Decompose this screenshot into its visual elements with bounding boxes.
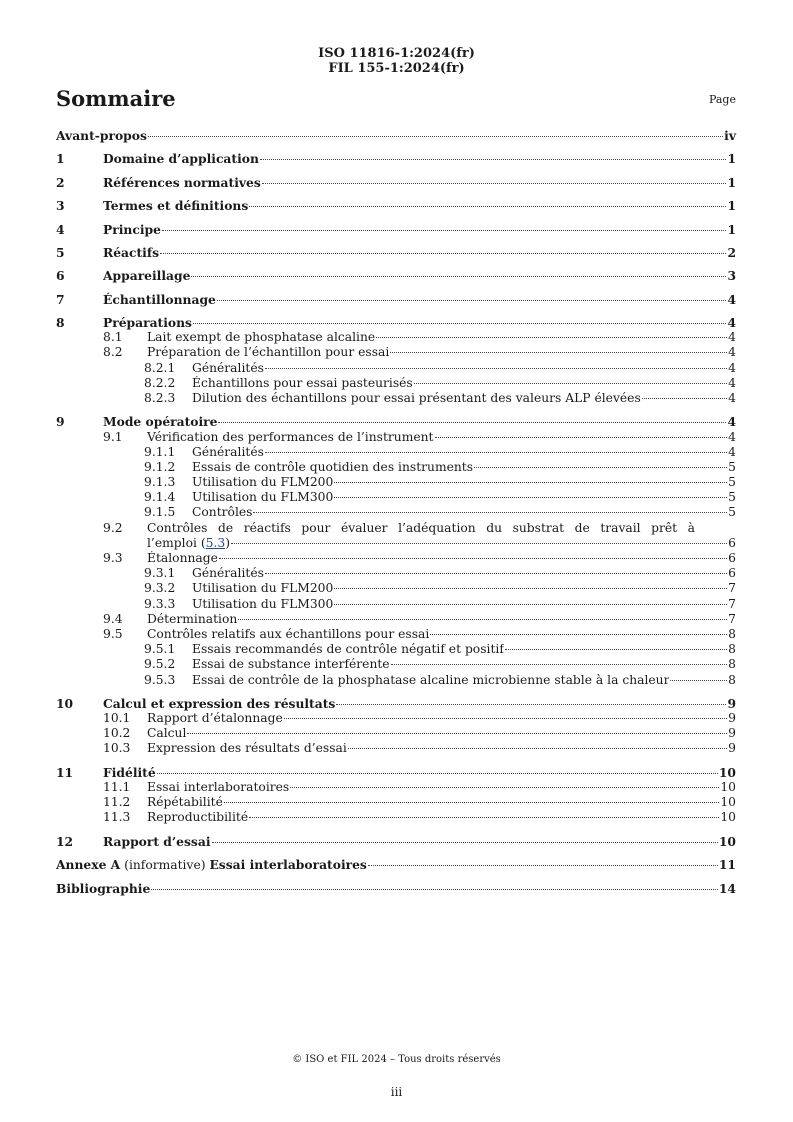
toc-entry-number: 10 — [56, 695, 74, 711]
toc-entry-number: 9.4 — [103, 611, 123, 626]
toc-entry[interactable] — [56, 780, 736, 795]
toc-entry-page: 4 — [728, 360, 736, 375]
dot-leader — [160, 253, 726, 254]
toc-entry[interactable] — [56, 430, 736, 445]
toc-entry-title: Contrôles de réactifs pour évaluer l’adéquation du substrat de travail prêt à — [147, 520, 695, 535]
toc-entry-title — [56, 857, 367, 873]
toc-entry-number: 6 — [56, 268, 65, 284]
toc-entry-page: 4 — [728, 390, 736, 405]
toc-entry-page: 4 — [728, 330, 736, 345]
toc-entry[interactable] — [56, 810, 736, 825]
toc-entry-page: 10 — [720, 795, 736, 810]
toc-entry-number: 9.1.4 — [144, 490, 176, 505]
toc-entry-number: 9.1.2 — [144, 459, 176, 474]
toc-entry-title: Mode opératoire — [103, 414, 218, 430]
dot-leader — [642, 398, 727, 399]
toc-entry-title: Échantillonnage — [103, 291, 216, 307]
toc-entry-page: 1 — [727, 151, 736, 167]
toc-entry-page: 4 — [728, 429, 736, 444]
toc-entry[interactable] — [56, 612, 736, 627]
toc-entry[interactable] — [56, 345, 736, 360]
toc-entry[interactable] — [56, 834, 736, 849]
dot-leader — [191, 276, 726, 277]
toc-entry[interactable] — [56, 881, 736, 896]
toc-entry[interactable] — [56, 460, 736, 475]
toc-entry-page: 7 — [728, 596, 736, 611]
dot-leader — [231, 543, 727, 544]
page-number: iii — [390, 1085, 403, 1099]
dot-leader — [414, 383, 727, 384]
toc-entry-page: 6 — [728, 535, 736, 550]
toc-entry-title: Détermination — [147, 611, 238, 626]
toc-entry-title: Répétabilité — [147, 795, 223, 810]
toc-entry-number: 8 — [56, 315, 65, 330]
toc-entry-number: 10.2 — [103, 726, 131, 741]
page-column-label: Page — [708, 93, 736, 106]
toc-entry[interactable] — [56, 128, 736, 143]
toc-entry[interactable] — [56, 627, 736, 642]
toc-entry-title: Calcul — [147, 726, 187, 741]
toc-entry-number: 12 — [56, 833, 74, 849]
toc-entry-title: Essai de substance interférente — [192, 657, 390, 672]
toc-entry-page: 5 — [728, 475, 736, 490]
toc-entry-number: 11.3 — [103, 810, 131, 825]
toc-entry-title: Préparations — [103, 315, 192, 330]
dot-leader — [474, 467, 727, 468]
toc-entry-title: Reproductibilité — [147, 810, 249, 825]
toc-entry[interactable] — [56, 551, 736, 566]
toc-entry-number: 10.3 — [103, 741, 131, 756]
toc-entry[interactable] — [56, 696, 736, 711]
toc-entry[interactable] — [56, 597, 736, 612]
dot-leader — [217, 300, 727, 301]
toc-entry-number: 9.1 — [103, 429, 123, 444]
dot-leader — [249, 206, 726, 207]
dot-leader — [148, 136, 723, 137]
toc-entry-number: 8.2.2 — [144, 375, 176, 390]
dot-leader — [376, 337, 727, 338]
toc-entry-page: 5 — [728, 490, 736, 505]
toc-entry-number: 9.3.3 — [144, 596, 176, 611]
toc-entry-title: Appareillage — [103, 268, 191, 284]
dot-leader — [265, 368, 727, 369]
toc-entry-page: 5 — [728, 505, 736, 520]
page-title: Sommaire — [56, 86, 176, 111]
dot-leader — [238, 619, 727, 620]
dot-leader — [265, 573, 727, 574]
dot-leader — [284, 718, 727, 719]
toc-entry-page: 9 — [728, 726, 736, 741]
toc-entry[interactable] — [56, 857, 736, 872]
toc-entry-title: Lait exempt de phosphatase alcaline — [147, 330, 376, 345]
toc-entry-title: Bibliographie — [56, 880, 151, 896]
toc-entry-title: Réactifs — [103, 244, 160, 260]
toc-entry-number: 9.1.3 — [144, 475, 176, 490]
dot-leader — [334, 604, 727, 605]
header-iso-ref: ISO 11816-1:2024(fr) — [318, 46, 475, 61]
toc-entry-page: 1 — [727, 198, 736, 214]
toc-entry-page: 8 — [728, 657, 736, 672]
toc-entry-title: Utilisation du FLM300 — [192, 596, 334, 611]
toc-entry[interactable] — [56, 151, 736, 166]
toc-entry-number: 9.2 — [103, 520, 123, 535]
dot-leader — [249, 817, 719, 818]
toc-entry-title: Échantillons pour essai pasteurisés — [192, 375, 413, 390]
toc-entry-page: 9 — [727, 695, 736, 711]
toc-entry[interactable] — [56, 330, 736, 345]
toc-entry[interactable] — [56, 391, 736, 406]
toc-entry[interactable] — [56, 711, 736, 726]
toc-entry[interactable] — [56, 315, 736, 330]
dot-leader — [505, 649, 727, 650]
toc-entry-title: Essai de contrôle de la phosphatase alcaline microbienne stable à la chaleur — [192, 672, 670, 687]
toc-entry-title: Dilution des échantillons pour essai présentant des valeurs ALP élevées — [192, 390, 641, 405]
dot-leader — [435, 437, 728, 438]
toc-entry-title: Avant-propos — [56, 128, 147, 143]
dot-leader — [253, 512, 727, 513]
toc-entry-number: 2 — [56, 174, 65, 190]
toc-entry-title: Préparation de l’échantillon pour essai — [147, 345, 390, 360]
toc-entry-number: 8.2.1 — [144, 360, 176, 375]
toc-entry-title: Contrôles relatifs aux échantillons pour essai — [147, 626, 430, 641]
toc-entry-number: 11 — [56, 764, 74, 780]
toc-entry[interactable] — [56, 361, 736, 376]
toc-entry-page: 4 — [727, 315, 736, 330]
toc-entry-number: 9.5.2 — [144, 657, 176, 672]
toc-entry-page: 10 — [720, 780, 736, 794]
toc-entry-number: 9.5 — [103, 626, 123, 641]
toc-entry-title-cont-end: ) — [225, 535, 231, 550]
toc-entry-number: 9.3.1 — [144, 566, 176, 581]
toc-entry-number: 5 — [56, 244, 65, 260]
annex-label: Annexe A — [56, 857, 121, 873]
toc-entry-number: 10.1 — [103, 711, 131, 726]
toc-entry-title: Utilisation du FLM200 — [192, 475, 334, 490]
dot-leader — [187, 733, 727, 734]
toc-entry-page: 8 — [728, 672, 736, 687]
toc-entry-page: iv — [724, 128, 736, 143]
toc-entry-page: 9 — [728, 741, 736, 756]
toc-entry-title: Domaine d’application — [103, 151, 259, 167]
toc-entry-number: 9.3 — [103, 551, 123, 565]
dot-leader — [334, 482, 727, 483]
dot-leader — [151, 889, 718, 890]
dot-leader — [670, 680, 727, 681]
toc-entry[interactable] — [56, 642, 736, 657]
toc-entry-page: 7 — [728, 581, 736, 596]
toc-entry-title: Fidélité — [103, 764, 156, 780]
toc-entry-page: 4 — [727, 414, 736, 430]
dot-leader — [334, 588, 727, 589]
toc-entry-page: 1 — [727, 221, 736, 237]
toc-entry-title: Termes et définitions — [103, 198, 249, 214]
toc-entry-title: Rapport d’étalonnage — [147, 711, 283, 726]
toc-entry-page: 4 — [727, 291, 736, 307]
toc-entry-title: Utilisation du FLM200 — [192, 581, 334, 596]
toc-entry-page: 6 — [728, 566, 736, 581]
dot-leader — [219, 558, 727, 559]
toc-entry-title: Généralités — [192, 444, 264, 459]
toc-entry-title: Vérification des performances de l’instrument — [147, 429, 434, 444]
toc-entry-number: 9.5.1 — [144, 642, 176, 657]
toc-entry-title: Essais recommandés de contrôle négatif et positif — [192, 642, 504, 657]
toc-entry[interactable] — [56, 198, 736, 213]
toc-entry-number: 9.5.3 — [144, 672, 176, 687]
dot-leader — [290, 787, 719, 788]
dot-leader — [336, 704, 726, 705]
dot-leader — [391, 664, 728, 665]
toc-entry-number: 8.1 — [103, 330, 123, 345]
toc-entry[interactable] — [56, 268, 736, 283]
dot-leader — [218, 422, 726, 423]
dot-leader — [390, 352, 727, 353]
toc-entry-number: 4 — [56, 221, 65, 237]
toc-entry-page: 14 — [718, 880, 736, 896]
toc-entry-title: Étalonnage — [147, 551, 218, 565]
toc-entry[interactable] — [56, 581, 736, 596]
toc-entry-title: Expression des résultats d’essai — [147, 741, 347, 756]
toc-entry-page: 11 — [718, 857, 736, 873]
toc-entry-title: Généralités — [192, 360, 264, 375]
toc-entry[interactable] — [56, 490, 736, 505]
toc-entry-number: 9.3.2 — [144, 581, 176, 596]
toc-entry-title: Essai interlaboratoires — [147, 780, 290, 794]
toc-entry-title: Généralités — [192, 566, 264, 581]
toc-entry-number: 11.1 — [103, 780, 131, 794]
dot-leader — [430, 634, 727, 635]
toc-entry-number: 3 — [56, 198, 65, 214]
toc-entry-title-cont-text: l’emploi ( — [147, 535, 206, 550]
dot-leader — [265, 452, 727, 453]
toc-entry[interactable] — [56, 222, 736, 237]
toc-entry-page: 9 — [728, 711, 736, 726]
table-of-contents — [56, 128, 736, 896]
toc-entry-title: Calcul et expression des résultats — [103, 695, 336, 711]
dot-leader — [224, 802, 719, 803]
toc-entry[interactable] — [56, 445, 736, 460]
toc-entry[interactable] — [56, 673, 736, 688]
toc-entry[interactable] — [56, 175, 736, 190]
annex-title: Essai interlaboratoires — [209, 857, 367, 873]
toc-entry-title: Contrôles — [192, 505, 253, 520]
toc-entry-number: 9.1.5 — [144, 505, 176, 520]
toc-entry-title-cont — [147, 536, 230, 551]
dot-leader — [334, 497, 727, 498]
dot-leader — [162, 230, 727, 231]
toc-entry-continuation[interactable] — [56, 536, 736, 551]
toc-entry-page: 10 — [718, 833, 736, 849]
toc-entry-page: 10 — [718, 764, 736, 780]
annex-note: (informative) — [120, 858, 210, 873]
dot-leader — [260, 159, 727, 160]
toc-entry-title: Utilisation du FLM300 — [192, 490, 334, 505]
toc-entry-title: Rapport d’essai — [103, 833, 211, 849]
toc-entry-page: 4 — [728, 375, 736, 390]
toc-entry-page: 4 — [728, 345, 736, 360]
toc-entry[interactable] — [56, 245, 736, 260]
toc-entry-page: 6 — [728, 551, 736, 565]
toc-entry[interactable] — [56, 414, 736, 429]
toc-entry-number: 11.2 — [103, 795, 131, 810]
toc-entry-number: 8.2.3 — [144, 390, 176, 405]
toc-entry-page: 10 — [720, 810, 736, 825]
toc-entry-title: Références normatives — [103, 174, 261, 190]
toc-entry-page: 1 — [727, 174, 736, 190]
toc-entry[interactable] — [56, 741, 736, 756]
toc-entry-page: 2 — [727, 244, 736, 260]
clause-link[interactable]: 5.3 — [205, 535, 226, 550]
copyright-footer: © ISO et FIL 2024 – Tous droits réservés — [292, 1054, 501, 1065]
dot-leader — [262, 183, 727, 184]
toc-entry-title: Principe — [103, 221, 161, 237]
toc-entry-page: 8 — [728, 626, 736, 641]
toc-entry-number: 8.2 — [103, 345, 123, 360]
toc-entry[interactable] — [56, 765, 736, 780]
toc-entry[interactable] — [56, 521, 736, 536]
dot-leader — [348, 748, 727, 749]
document-header — [0, 46, 793, 76]
toc-entry[interactable] — [56, 505, 736, 520]
dot-leader — [157, 773, 718, 774]
toc-entry-number: 1 — [56, 151, 65, 167]
toc-entry-page: 4 — [728, 444, 736, 459]
dot-leader — [212, 842, 718, 843]
toc-entry-number: 9 — [56, 414, 65, 430]
toc-entry-page: 3 — [727, 268, 736, 284]
toc-entry-page: 5 — [728, 459, 736, 474]
toc-entry[interactable] — [56, 726, 736, 741]
toc-entry[interactable] — [56, 475, 736, 490]
dot-leader — [368, 865, 718, 866]
toc-entry-page: 7 — [728, 611, 736, 626]
toc-entry-title: Essais de contrôle quotidien des instruments — [192, 459, 474, 474]
dot-leader — [193, 323, 726, 324]
toc-entry[interactable] — [56, 795, 736, 810]
header-fil-ref: FIL 155-1:2024(fr) — [328, 61, 465, 76]
toc-entry[interactable] — [56, 292, 736, 307]
toc-entry-number: 7 — [56, 291, 65, 307]
toc-entry[interactable] — [56, 566, 736, 581]
toc-entry[interactable] — [56, 657, 736, 672]
toc-entry-number: 9.1.1 — [144, 444, 176, 459]
toc-entry-page: 8 — [728, 642, 736, 657]
toc-entry[interactable] — [56, 376, 736, 391]
